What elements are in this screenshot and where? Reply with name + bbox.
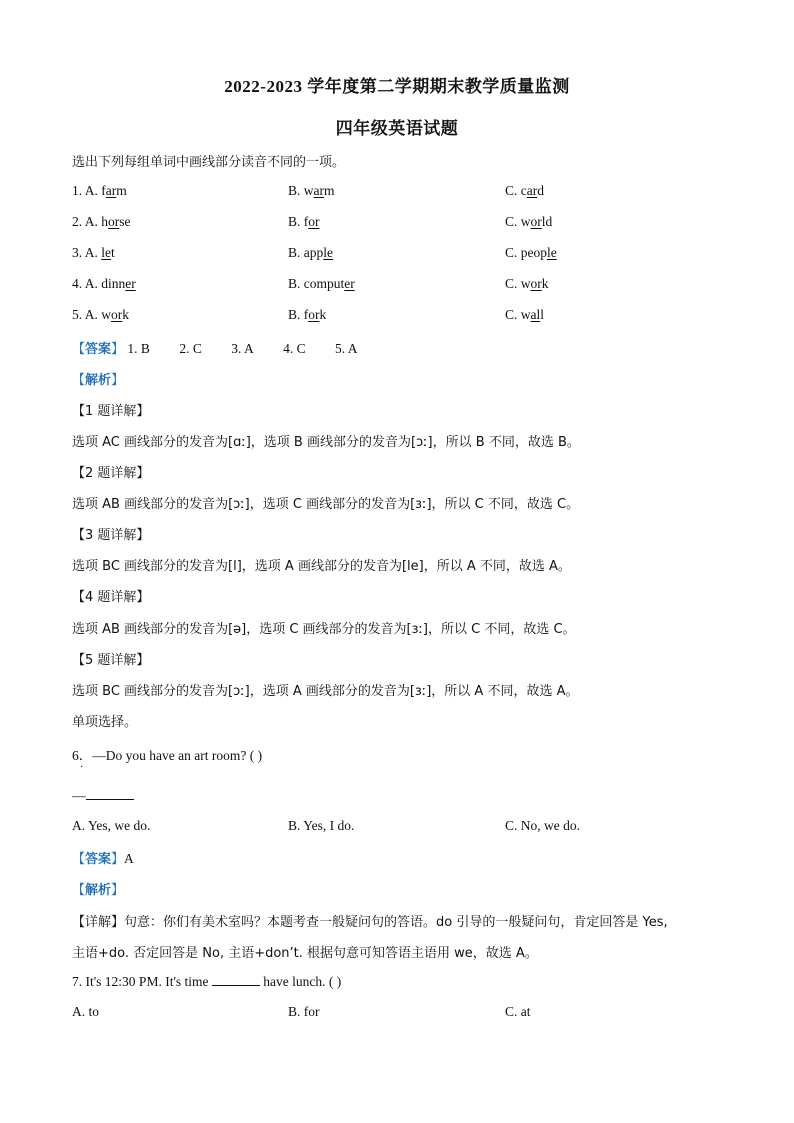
detail-text: 选项 BC 画线部分的发音为[l]，选项 A 画线部分的发音为[le]，所以 A 不同，故选 A。: [72, 559, 571, 574]
q6-detail-line1: 【详解】句意：你们有美术室吗？本题考查一般疑问句的答语。do 引导的一般疑问句，肯定回答是 Yes,: [72, 915, 668, 930]
underlined-letters: or: [530, 214, 542, 229]
underlined-letters: or: [108, 214, 120, 229]
answer-item: 1. B: [127, 341, 150, 356]
underlined-letters: le: [323, 245, 333, 260]
q6-detail-line2: 主语+do. 否定回答是 No, 主语+don’t. 根据句意可知答语主语用 we，故选 A。: [72, 946, 538, 961]
underlined-letters: ar: [313, 183, 325, 198]
underlined-letters: al: [530, 307, 541, 322]
detail-heading: 【1 题详解】: [72, 404, 150, 419]
q7-option-a: A. to: [72, 1004, 99, 1019]
option-a: 1. A. farm: [72, 183, 127, 198]
q6-stem: 6．—Do you have an art room? ( ): [72, 748, 263, 763]
answer-item: 2. C: [179, 341, 202, 356]
answer-row: [72, 338, 384, 357]
option-a: 2. A. horse: [72, 214, 131, 229]
detail-text: 选项 AB 画线部分的发音为[ə]，选项 C 画线部分的发音为[ɜː]，所以 C 不同，故选 C。: [72, 622, 576, 637]
answer-bracket-open: 【: [72, 342, 86, 357]
option-c: C. work: [505, 276, 549, 291]
detail-text: 选项 BC 画线部分的发音为[ɔː]，选项 A 画线部分的发音为[ɜː]，所以 A 不同，故选 A。: [72, 684, 579, 699]
option-a: 3. A. let: [72, 245, 115, 260]
underlined-letters: or: [308, 307, 320, 322]
stray-dot: ·: [80, 762, 84, 773]
section2-instruction: 单项选择。: [72, 715, 138, 730]
page-title: 2022-2023 学年度第二学期期末教学质量监测: [224, 77, 570, 96]
underlined-letters: or: [530, 276, 542, 291]
answer-item: 3. A: [231, 341, 254, 356]
answer-bracket-close: 】: [111, 342, 125, 357]
q7-option-c: C. at: [505, 1004, 531, 1019]
underlined-letters: le: [547, 245, 557, 260]
option-c: C. card: [505, 183, 544, 198]
detail-text: 选项 AC 画线部分的发音为[ɑː]，选项 B 画线部分的发音为[ɔː]，所以 B 不同，故选 B。: [72, 435, 580, 450]
section1-instruction: 选出下列每组单词中画线部分读音不同的一项。: [72, 155, 346, 170]
q6-option-b: B. Yes, I do.: [288, 818, 355, 833]
detail-heading: 【5 题详解】: [72, 653, 150, 668]
underlined-letters: ar: [526, 183, 538, 198]
detail-heading: 【4 题详解】: [72, 590, 150, 605]
underlined-letters: er: [344, 276, 355, 291]
q7-stem: 7. It's 12:30 PM. It's time have lunch. ( ): [72, 974, 342, 989]
q6-reply-blank: —: [72, 787, 134, 804]
option-b: B. for: [288, 214, 320, 229]
option-c: C. wall: [505, 307, 545, 322]
detail-heading: 【3 题详解】: [72, 528, 150, 543]
underlined-letters: ar: [105, 183, 117, 198]
q7-option-b: B. for: [288, 1004, 320, 1019]
underlined-letters: le: [101, 245, 112, 260]
option-b: B. warm: [288, 183, 335, 198]
answer-item: 5. A: [334, 341, 358, 356]
option-c: C. people: [505, 245, 557, 260]
detail-heading: 【2 题详解】: [72, 466, 150, 481]
option-a: 4. A. dinner: [72, 276, 136, 291]
underlined-letters: er: [125, 276, 136, 291]
option-c: C. world: [505, 214, 553, 229]
q6-answer: A: [124, 851, 134, 866]
q6-option-c: C. No, we do.: [505, 818, 580, 833]
q6-option-a: A. Yes, we do.: [72, 818, 151, 833]
q6-analysis-heading: 【解析】: [72, 883, 125, 898]
analysis-heading: 【解析】: [72, 373, 125, 388]
option-b: B. apple: [288, 245, 333, 260]
q6-answer-row: 【答案】A: [72, 851, 134, 867]
detail-text: 选项 AB 画线部分的发音为[ɔː]，选项 C 画线部分的发音为[ɜː]，所以 C 不同，故选 C。: [72, 497, 580, 512]
answer-item: 4. C: [283, 341, 306, 356]
answer-label: 答案: [85, 342, 112, 357]
option-b: B. computer: [288, 276, 355, 291]
option-b: B. fork: [288, 307, 327, 322]
option-a: 5. A. work: [72, 307, 130, 322]
underlined-letters: or: [111, 307, 123, 322]
underlined-letters: or: [308, 214, 320, 229]
page-subtitle: 四年级英语试题: [335, 119, 459, 138]
